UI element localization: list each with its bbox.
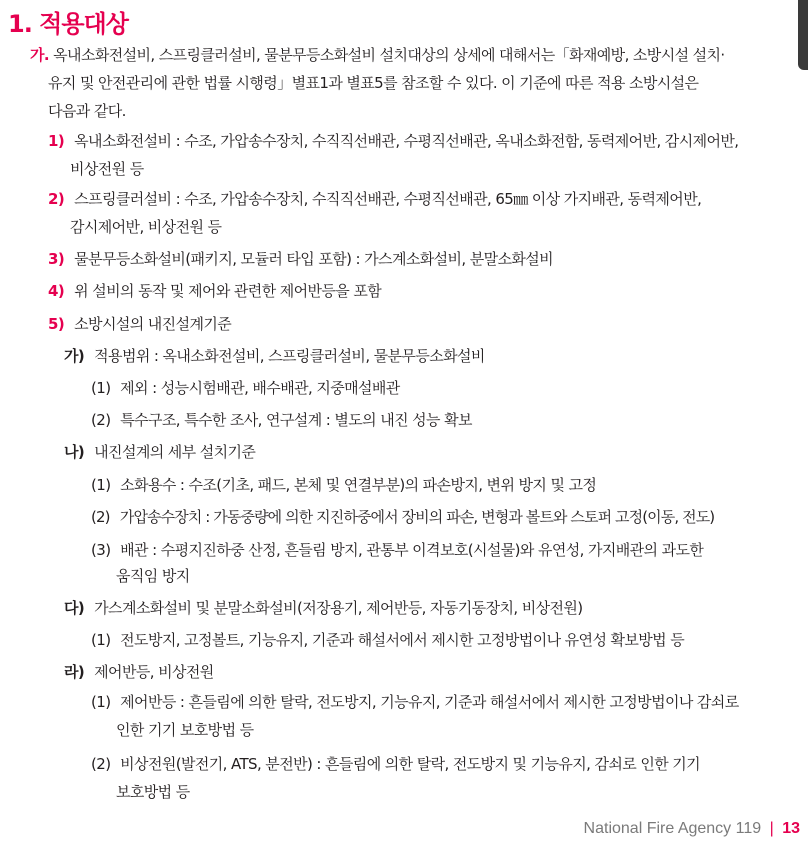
- sub-ra-item-2-number: (2): [91, 755, 111, 773]
- sub-na-item-1-text: 소화용수 : 수조(기초, 패드, 본체 및 연결부분)의 파손방지, 변위 방지 및 고정: [120, 476, 597, 494]
- footer-org: National Fire Agency 119: [583, 820, 762, 837]
- sub-da-item-1-number: (1): [91, 631, 111, 649]
- list-item-3-number: 3): [48, 250, 65, 268]
- sub-ra-label: 라): [64, 663, 85, 681]
- list-item-3: [48, 249, 553, 269]
- list-item-2: [48, 189, 701, 209]
- sub-da-text: 가스계소화설비 및 분말소화설비(저장용기, 제어반등, 자동기동장치, 비상전원): [94, 599, 583, 617]
- paragraph-ga-text-3: 다음과 같다.: [48, 102, 126, 120]
- sub-ga-text: 적용범위 : 옥내소화전설비, 스프링클러설비, 물분무등소화설비: [94, 347, 485, 365]
- sub-na-item-1: [91, 475, 596, 495]
- paragraph-ga-text-1: 옥내소화전설비, 스프링클러설비, 물분무등소화설비 설치대상의 상세에 대해서는「화재예방, 소방시설 설치·: [53, 46, 725, 64]
- sub-ga-label: 가): [64, 347, 85, 365]
- sub-ra-item-1-number: (1): [91, 693, 111, 711]
- list-item-1-text-1: 옥내소화전설비 : 수조, 가압송수장치, 수직직선배관, 수평직선배관, 옥내소화전함, 동력제어반, 감시제어반,: [74, 132, 739, 150]
- list-item-1: [48, 131, 738, 151]
- sub-na-item-3: [91, 540, 703, 560]
- list-item-2-text-1: 스프링클러설비 : 수조, 가압송수장치, 수직직선배관, 수평직선배관, 65㎜ 이상 가지배관, 동력제어반,: [74, 190, 702, 208]
- section-title: 1. 적용대상: [8, 10, 128, 38]
- list-item-4: [48, 281, 381, 301]
- page-footer: [584, 820, 800, 838]
- sub-ra: [64, 662, 214, 682]
- sub-na-item-3-text-1: 배관 : 수평지진하중 산정, 흔들림 방지, 관통부 이격보호(시설물)와 유연성, 가지배관의 과도한: [120, 541, 704, 559]
- list-item-5-number: 5): [48, 315, 65, 333]
- sub-da-item-1: [91, 630, 684, 650]
- footer-separator: |: [769, 820, 774, 837]
- page-number: 13: [782, 820, 800, 837]
- list-item-2-text-2: 감시제어반, 비상전원 등: [70, 218, 222, 236]
- sub-da: [64, 598, 583, 618]
- list-item-3-text: 물분무등소화설비(패키지, 모듈러 타입 포함) : 가스계소화설비, 분말소화설비: [74, 250, 554, 268]
- side-tab: [798, 0, 808, 70]
- sub-na-item-2-text: 가압송수장치 : 가동중량에 의한 지진하중에서 장비의 파손, 변형과 볼트와 스토퍼 고정(이동, 전도): [119, 508, 715, 526]
- sub-ga-item-2: [91, 410, 472, 430]
- sub-na-text: 내진설계의 세부 설치기준: [94, 443, 256, 461]
- sub-ga-item-1-text: 제외 : 성능시험배관, 배수배관, 지중매설배관: [120, 379, 400, 397]
- list-item-1-text-2: 비상전원 등: [70, 160, 144, 178]
- list-item-1-number: 1): [48, 132, 65, 150]
- sub-ga-item-1: [91, 378, 400, 398]
- paragraph-ga-line-1: [30, 45, 725, 65]
- sub-na-item-1-number: (1): [91, 476, 111, 494]
- sub-ra-item-1-text-1: 제어반등 : 흔들림에 의한 탈락, 전도방지, 기능유지, 기준과 해설서에서 제시한 고정방법이나 감쇠로: [120, 693, 739, 711]
- list-item-5-text: 소방시설의 내진설계기준: [74, 315, 232, 333]
- sub-na-item-3-number: (3): [91, 541, 111, 559]
- sub-na-item-3-text-2: 움직임 방지: [116, 567, 190, 585]
- list-item-2-number: 2): [48, 190, 65, 208]
- sub-ra-item-1-text-2: 인한 기기 보호방법 등: [116, 721, 254, 739]
- sub-na-item-2-number: (2): [91, 508, 110, 526]
- sub-ra-item-2-text-1: 비상전원(발전기, ATS, 분전반) : 흔들림에 의한 탈락, 전도방지 및 기능유지, 감쇠로 인한 기기: [120, 755, 701, 773]
- sub-ra-item-2-text-2: 보호방법 등: [116, 783, 190, 801]
- sub-na: [64, 442, 255, 462]
- sub-ga-item-2-text: 특수구조, 특수한 조사, 연구설계 : 별도의 내진 성능 확보: [120, 411, 472, 429]
- sub-da-item-1-text: 전도방지, 고정볼트, 기능유지, 기준과 해설서에서 제시한 고정방법이나 유연성 확보방법 등: [120, 631, 685, 649]
- paragraph-ga-label: 가.: [30, 46, 49, 64]
- sub-da-label: 다): [64, 599, 85, 617]
- list-item-4-text: 위 설비의 동작 및 제어와 관련한 제어반등을 포함: [74, 282, 382, 300]
- sub-ga-item-2-number: (2): [91, 411, 111, 429]
- sub-ra-text: 제어반등, 비상전원: [94, 663, 214, 681]
- list-item-4-number: 4): [48, 282, 65, 300]
- sub-ga: [64, 346, 485, 366]
- sub-ra-item-1: [91, 692, 739, 712]
- sub-ra-item-2: [91, 754, 700, 774]
- paragraph-ga-text-2: 유지 및 안전관리에 관한 법률 시행령」별표1과 별표5를 참조할 수 있다. 이 기준에 따른 적용 소방시설은: [48, 74, 699, 92]
- list-item-5: [48, 314, 231, 334]
- sub-ga-item-1-number: (1): [91, 379, 111, 397]
- sub-na-item-2: [91, 507, 714, 527]
- sub-na-label: 나): [64, 443, 85, 461]
